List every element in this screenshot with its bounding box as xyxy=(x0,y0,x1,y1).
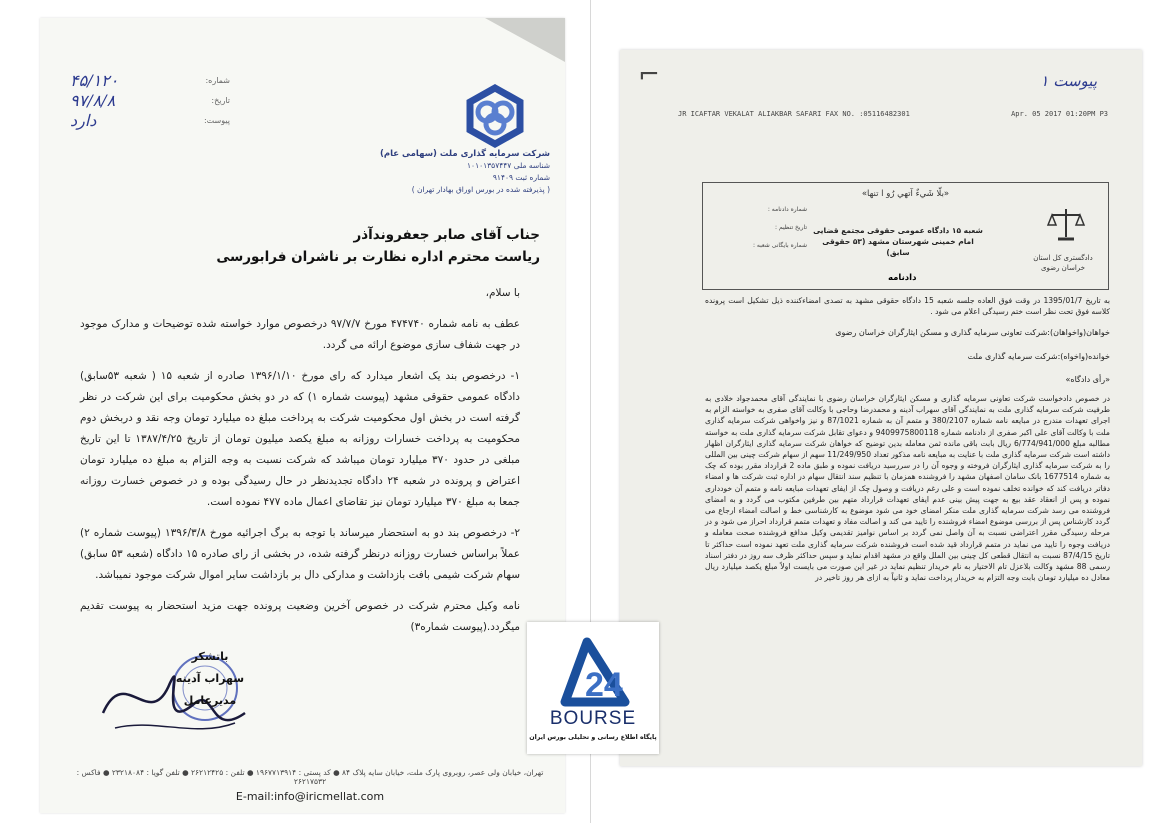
header-fields xyxy=(707,201,807,255)
court-header-box xyxy=(702,182,1109,290)
verdict-text: در خصوص دادخواست شرکت تعاونی سرمایه گذاری و مسکن ایثارگران خراسان رضوی با نمایندگی آقای محمدجواد خلادی به طرفیت شرکت سرمایه گذاری ملت به نمایندگی آقای سهراب آدینه و محمدرضا وحاجی با وکالت آقای صفری به خواسته الزام به اجرای تعهدات مندرج در مبایعه نامه شماره 380/2107 و متمم آن به شماره 87/1021 و نیز واخواهی شرکت سرمایه گذاری ملت با وکالت آقای علی اکبر صفری از دادنامه شماره 9409975800118 و دعوای تقابل شرکت سرمایه گذاری ملت به خواسته مطالبه مبلغ 6/774/941/000 ریال بابت باقی مانده ثمن معامله بدین توضیح که خواهان شرکت سرمایه گذاری ایثارگران اظهار داشته است شرکت سرمایه گذاری ملت با عنایت به مبایعه نامه مذکور تعداد 11/249/950 سهم از سهام شرکت چینی بین المللی را به شرکت سرمایه گذاری ایثارگران فروخته و وجوه آن را در سررسید دریافت نموده و طبق ماده 2 قرارداد مقرر بوده که چک به شماره 1677514 بانک سامان اصفهان مشهد را فروشنده همزمان با تنظیم سند انتقال سهام در اداره ثبت شرکت ها و امضاء دفاتر دریافت کند که خوانده تخلف نموده است و علی رغم دریافت و وصول چک از ایفای تعهدات مبایعه نامه و متمم آن خودداری نموده و پس از انعقاد عقد بیع به جهت پیش بینی عدم ایفای تعهدات قرارداد متهم بین طرفین مکتوب می گردد و به امضای فروشنده می رسد شرکت سرمایه گذاری ملت منکر امضای خود می شود موضوع به کارشناسی خط و اصالت امضاء ارجاع می گردد کارشناس پس از بررسی موضوع امضاء فروشنده را تایید می کند و اصالت مفاد و تعهدات متمم قرارداد احراز می شود و در مرحله رسیدگی مقرر اعتراضی نسبت به آن واصل نمی گردد بر اساس نوامیز تقدیمی وکیل مدافع فروشنده صحت معامله و دریافت وجوه را تایید می نماید در متمم قرارداد قید شده است فروشنده شرکت سرمایه گذاری ملت تعهد نموده است حداکثر تا تاریخ 87/4/15 نسبت به انتقال قطعی کل چینی بین الملل واقع در مشهد اقدام نماید و سپس حداکثر ظرف سه روز در دفتر اسناد رسمی 88 مشهد وکالت بلاعزل تام الاختیار به نام خریدار تنظیم نماید در غیر این صورت می بایست اولاً مبلغ یکصد میلیارد ریال معادل ده میلیارد تومان بابت وجه التزام به خریدار پرداخت نماید و ثانیاً به ازای هر روز تاخیر در xyxy=(705,394,1111,583)
field-issue-date: تاریخ تنظیم : xyxy=(775,224,807,231)
company-type-text: (سهامی عام) xyxy=(379,149,437,159)
signature-block xyxy=(140,646,280,712)
verdict-heading: «رأی دادگاه» xyxy=(1065,374,1110,384)
fax-sender: JR ICAFTAR VEKALAT ALIAKBAR SAFARI FAX NO. :05116482301 xyxy=(678,110,910,118)
company-info xyxy=(370,148,550,196)
number-value: ۴۵/۱۲۰ xyxy=(70,70,119,90)
paragraph-item-2: ۲- درخصوص بند دو به استحضار میرساند با توجه به برگ اجرائیه مورخ ۱۳۹۶/۳/۸ (پیوست شماره ۲) عملاً براساس خسارت روزانه درنظر گرفته شده، در بخشی از رای صادره ۱۵ دادگاه (شعبه ۵۳ سابق) سهام شرکت شیمی بافت بازداشت و مدارکی دال بر بازداشت سایر اموال شرکت موجود نمیباشد. xyxy=(80,527,520,581)
national-id: شناسه ملی ۱۰۱۰۱۳۵۷۴۴۷ xyxy=(467,161,550,170)
field-verdict-number: شماره دادنامه : xyxy=(767,206,807,213)
addressee-title: ریاست محترم اداره نظارت بر ناشران فرابورسی xyxy=(216,249,540,265)
letter-body xyxy=(80,283,520,648)
plaintiff-line: خواهان(واخواهان):شرکت تعاونی سرمایه گذاری و مسکن ایثارگران خراسان رضوی xyxy=(835,328,1110,338)
dadnameh-title: دادنامه xyxy=(888,273,917,283)
paragraph-intro: عطف به نامه شماره ۴۷۴۷۴۰ مورخ ۹۷/۷/۷ درخصوص موارد خواسته شده توضیحات و مدارک موجود در جهت شفاف سازی موضوع ارائه می گردد. xyxy=(80,318,521,351)
court-verdict-document xyxy=(620,50,1142,766)
signature-role: مدیرعامل xyxy=(183,694,237,707)
company-letter xyxy=(40,18,565,813)
addressee-name: جناب آقای صابر جعفروندآذر xyxy=(353,227,540,243)
meta-attachment-row xyxy=(70,110,230,130)
session-intro: به تاریخ 1395/01/7 در وقت فوق العاده جلسه شعبه 15 دادگاه حقوقی مشهد به تصدی امضاءکننده ذیل تشکیل است پرونده کلاسه فوق تحت نظر است ختم رسیدگی اعلام می شود . xyxy=(705,296,1110,317)
province-name: دادگستری کل استان خراسان رضوی xyxy=(1033,254,1093,272)
company-name-text: شرکت سرمایه گذاری ملت xyxy=(439,149,550,159)
bismillah-line: «بلّا شَيءٌ آتهي رُو ا تنها» xyxy=(861,189,950,199)
company-name xyxy=(370,148,550,160)
fax-header xyxy=(678,110,1108,118)
signature-name: سهراب آدینه xyxy=(175,672,245,685)
handwritten-attachment-label: پیوست ۱ xyxy=(1040,72,1097,90)
meta-date-row xyxy=(70,90,230,110)
paragraph-item-1: ۱- درخصوص بند یک اشعار میدارد که رای مورخ ۱۳۹۶/۱/۱۰ صادره از شعبه ۱۵ ( شعبه ۵۳سابق) دادگاه عمومی حقوقی مشهد (پیوست شماره ۱) که در دو بخش محکومیت برای این شرکت در نظر گرفته است در بخش اول محکومیت شرکت به پرداخت مبلغ ده میلیارد تومان وجه نقد و دربخش دوم محکومیت به پرداخت خسارات روزانه به مبلغ یکصد میلیون تومان از تاریخ ۱۳۸۷/۴/۲۵ تا این تاریخ مبلغی در حدود ۳۷۰ میلیارد تومان میباشد که شرکت نسبت به وجه التزام به مبلغ ده میلیارد تومان اعتراض و پرونده در شعبه ۲۴ دادگاه تجدیدنظر در حال رسیدگی بوده و در خصوص خسارت روزانه جمعا به مبلغ ۳۷۰ میلیارد تومان نیز تقاضای اعمال ماده ۴۷۷ نموده است. xyxy=(80,370,521,508)
number-label: شماره: xyxy=(205,75,230,85)
listed-note: ( پذیرفته شده در بورس اوراق بهادار تهران ) xyxy=(411,185,550,194)
signature-thanks: باتشکر xyxy=(191,650,229,663)
court-body xyxy=(705,295,1110,589)
addressee xyxy=(80,224,540,268)
field-archive-number: شماره بایگانی شعبه : xyxy=(752,242,807,249)
footer-address: تهران، خیابان ولی عصر، روبروی پارک ملت، خیابان سایه پلاک ۸۴ ● کد پستی : ۱۹۶۷۷۱۳۹۱۴ ● تلفن : ۲۶۲۱۲۴۲۵ ● تلفن گویا : ۲۳۲۱۸۰۸۴ ● فاکس : ۲۶۲۱۷۵۳۲ xyxy=(76,768,544,786)
letter-footer xyxy=(60,768,560,803)
bourse24-number: 24 xyxy=(585,666,623,704)
bourse24-watermark xyxy=(527,622,659,754)
court-name: شعبه ۱۵ دادگاه عمومی حقوقی مجتمع قضایی امام خمینی شهرستان مشهد (۵۳ حقوقی سابق) xyxy=(813,226,983,257)
letter-meta xyxy=(70,70,230,130)
meta-number-row xyxy=(70,70,230,90)
paragraph-closing: نامه وکیل محترم شرکت در خصوص آخرین وضعیت پرونده جهت مزید استحضار به پیوست تقدیم میگردد.(پیوست شماره۳) xyxy=(80,600,520,633)
corner-mark: ⌐ xyxy=(638,60,660,90)
date-value: ۹۷/۸/۸ xyxy=(70,90,116,110)
attachment-value: دارد xyxy=(70,110,97,130)
date-label: تاریخ: xyxy=(211,95,230,105)
company-logo-icon xyxy=(460,84,530,148)
attachment-label: پیوست: xyxy=(203,115,230,125)
registration-number: شماره ثبت ۹۱۴۰۹ xyxy=(492,173,550,182)
greeting: با سلام، xyxy=(485,287,520,299)
footer-email: E-mail:info@iricmellat.com xyxy=(235,790,385,803)
bourse-subtitle: پایگاه اطلاع رسانی و تحلیلی بورس ایران xyxy=(529,734,657,741)
folded-corner xyxy=(485,18,565,62)
fax-timestamp: Apr. 05 2017 01:20PM P3 xyxy=(1011,110,1108,118)
justice-scale-icon xyxy=(1046,205,1086,245)
defendant-line: خوانده(واخواه):شرکت سرمایه گذاری ملت xyxy=(967,351,1110,361)
bourse-word: BOURSE xyxy=(549,708,637,729)
